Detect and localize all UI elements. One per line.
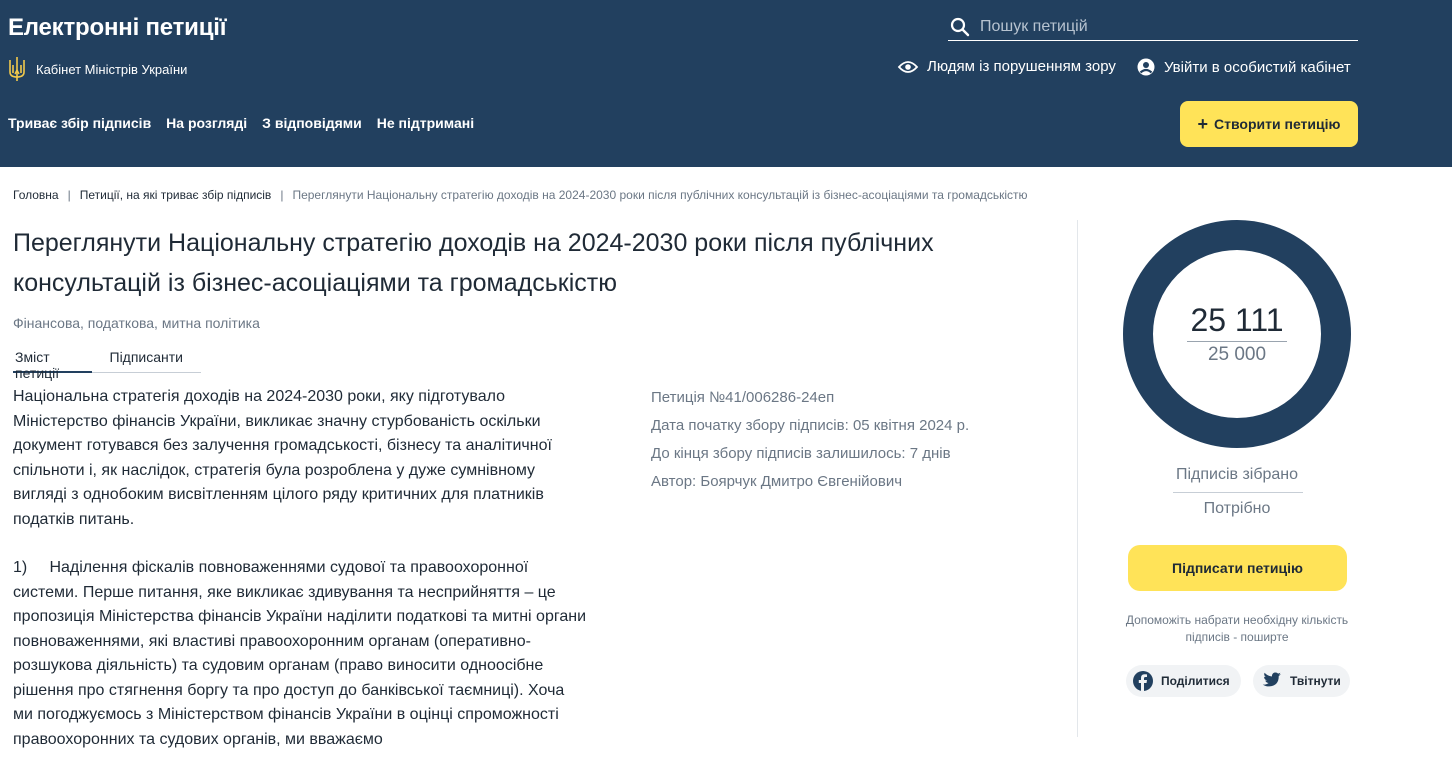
nav-answered[interactable]: З відповідями — [262, 115, 362, 131]
login-label: Увійти в особистий кабінет — [1164, 58, 1351, 76]
column-divider — [1077, 220, 1078, 737]
gov-name: Кабінет Міністрів України — [36, 61, 188, 77]
needed-label: Потрібно — [1203, 500, 1271, 517]
create-petition-label: Створити петицію — [1214, 116, 1341, 132]
share-twitter-label: Твітнути — [1290, 674, 1341, 688]
user-icon — [1137, 58, 1155, 76]
facebook-icon — [1133, 671, 1153, 691]
tab-signers[interactable]: Підписанти — [109, 349, 183, 365]
share-help-text: Допоможіть набрати необхідну кількість підписів - поширте — [1125, 613, 1349, 644]
share-twitter-button[interactable] — [1253, 665, 1350, 697]
breadcrumb-separator: | — [280, 188, 284, 202]
petition-start-date: Дата початку збору підписів: 05 квітня 2024 р. — [651, 417, 970, 434]
nav-not-supported[interactable]: Не підтримані — [376, 115, 475, 131]
site-title[interactable]: Електронні петиції — [8, 14, 227, 41]
petition-tabs — [13, 349, 201, 381]
counter-divider — [1187, 341, 1287, 342]
breadcrumb — [13, 188, 1028, 202]
login-link[interactable] — [1137, 58, 1351, 76]
label-divider — [1173, 492, 1303, 493]
accessibility-link[interactable] — [898, 58, 1116, 75]
signatures-collected-count: 25 111 — [1190, 302, 1284, 338]
share-facebook-label: Поділитися — [1161, 674, 1230, 688]
accessibility-label: Людям із порушенням зору — [927, 58, 1116, 75]
petition-body — [13, 385, 591, 776]
nav-under-review[interactable]: На розгляді — [166, 115, 248, 131]
signatures-needed-count: 25 000 — [1207, 344, 1267, 365]
main-nav — [8, 115, 474, 131]
eye-icon — [898, 60, 918, 74]
twitter-icon — [1260, 672, 1282, 690]
share-facebook-button[interactable] — [1126, 665, 1241, 697]
breadcrumb-home[interactable]: Головна — [13, 188, 59, 202]
sign-petition-button[interactable]: Підписати петицію — [1128, 545, 1347, 591]
breadcrumb-separator: | — [67, 188, 71, 202]
breadcrumb-section[interactable]: Петиції, на які триває збір підписів — [79, 188, 272, 202]
petition-paragraph: Національна стратегія доходів на 2024-2030 роки, яку підготувало Міністерство фінансів України, викликає значну стурбованість оскільки документ готувався без залучення громадськості, бізнесу та аналітичної спільноти і, як наслідок, стратегія була розроблена у дуже сумнівному вигляді з однобоким висвітленням цілого ряду критичних для платників податків питань. — [13, 388, 552, 528]
plus-icon: + — [1197, 114, 1209, 134]
create-petition-button[interactable] — [1180, 101, 1358, 147]
search-input[interactable] — [980, 18, 1340, 36]
search-icon — [950, 17, 970, 37]
site-header — [0, 0, 1452, 167]
trident-icon — [8, 56, 26, 82]
nav-collecting[interactable]: Триває збір підписів — [8, 115, 152, 131]
collected-label: Підписів зібрано — [1175, 466, 1299, 483]
petition-remaining: До кінця збору підписів залишилось: 7 днів — [651, 445, 951, 462]
breadcrumb-current: Переглянути Національну стратегію доходів на 2024-2030 роки після публічних консультацій із бізнес-асоціаціями та громадськістю — [292, 188, 1028, 202]
tab-content[interactable]: Зміст петиції — [13, 349, 92, 373]
petition-meta — [651, 384, 969, 496]
petition-number: Петиція №41/006286-24еп — [651, 389, 835, 406]
petition-author: Автор: Боярчук Дмитро Євгенійович — [651, 473, 903, 490]
search-box[interactable] — [948, 13, 1358, 41]
petition-paragraph: 1) Наділення фіскалів повноваженнями судової та правоохоронної системи. Перше питання, яке викликає здивування та несприйняття – це пропозиція Міністерства фінансів України наділити податкові та митні органи повноваженнями, які властиві правоохоронним органам (оперативно-розшукова діяльність) та судовим органам (право виносити одноосібне рішення про стягнення боргу та про доступ до банківської таємниці). Хоча ми погоджуємось з Міністерством фінансів України в оцінці спроможності правоохоронних та судових органів, ми вважаємо — [13, 559, 591, 748]
gov-link[interactable] — [8, 56, 187, 82]
petition-category[interactable]: Фінансова, податкова, митна політика — [13, 315, 260, 331]
petition-title: Переглянути Національну стратегію доходів на 2024-2030 роки після публічних консультацій із бізнес-асоціаціями та громадськістю — [13, 229, 934, 297]
